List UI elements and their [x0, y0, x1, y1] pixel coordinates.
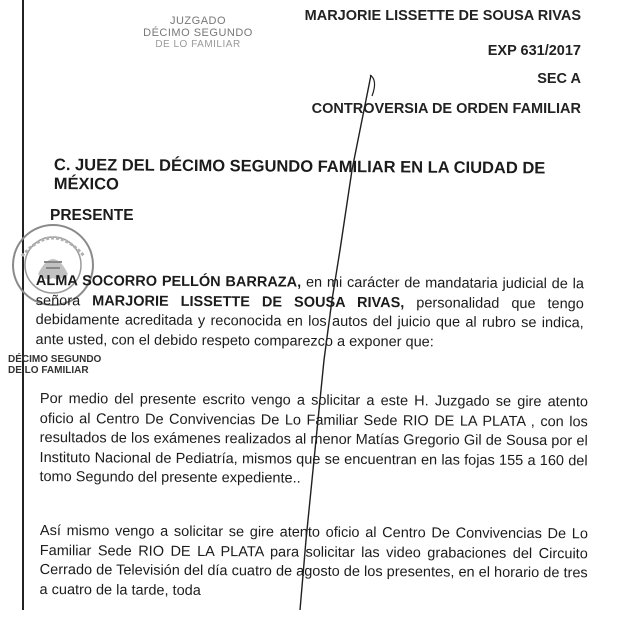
side-stamp: [8, 354, 101, 376]
header-matter: CONTROVERSIA DE ORDEN FAMILIAR: [311, 101, 581, 117]
presente: PRESENTE: [50, 207, 134, 224]
attorney-name: ALMA SOCORRO PELLÓN BARRAZA,: [35, 272, 302, 291]
side-stamp-line2: DE LO FAMILIAR: [8, 365, 89, 376]
page-edge-line: [22, 0, 24, 621]
side-stamp-line1: DÉCIMO SEGUNDO: [8, 354, 102, 365]
header-exp: EXP 631/2017: [487, 43, 581, 59]
paragraph-2: Por medio del presente escrito vengo a solicitar a este H. Juzgado se gire atento oficio al Centro De Convivencias De Lo Familiar Sede RIO DE LA PLATA , con los resultados de los exámenes realizados al menor Matías Gregorio Gil de Sousa por el Instituto Nacional de Pediatría, mismos que se encuentran en las fojas 155 a 160 del tomo Segundo del presente expediente..: [39, 390, 588, 487]
court-stamp-line3: DE LO FAMILIAR: [155, 39, 241, 50]
addressee: C. JUEZ DEL DÉCIMO SEGUNDO FAMILIAR EN LA CIUDAD DE MÉXICO: [53, 156, 546, 194]
page-bottom-margin: [0, 610, 623, 621]
paragraph-3: Así mismo vengo a solicitar se gire atento oficio al Centro De Convivencias De Lo Familiar Sede RIO DE LA PLATA para solicitar las video grabaciones del Circuito Cerrado de Televisión del día cuatro de agosto de los presentes, en el horario de tres a cuatro de la tarde, toda: [39, 523, 588, 599]
client-name: MARJORIE LISSETTE DE SOUSA RIVAS,: [92, 292, 405, 311]
court-stamp-line2: DÉCIMO SEGUNDO: [143, 27, 253, 39]
paragraph-1-text-a: en mi carácter de mandataria judicial de la señora: [35, 274, 584, 309]
paragraph-1: [36, 272, 584, 353]
header-sec: SEC A: [537, 71, 581, 87]
header-party: MARJORIE LISSETTE DE SOUSA RIVAS: [304, 8, 581, 24]
court-stamp-line1: JUZGADO: [169, 15, 227, 27]
court-stamp: [118, 15, 278, 51]
paragraph-1-text-b: personalidad que tengo debidamente acreditada y reconocida en los autos del juicio que al rubro se indica, ante usted, con el debido respeto comparezco a exponer que:: [35, 294, 584, 350]
